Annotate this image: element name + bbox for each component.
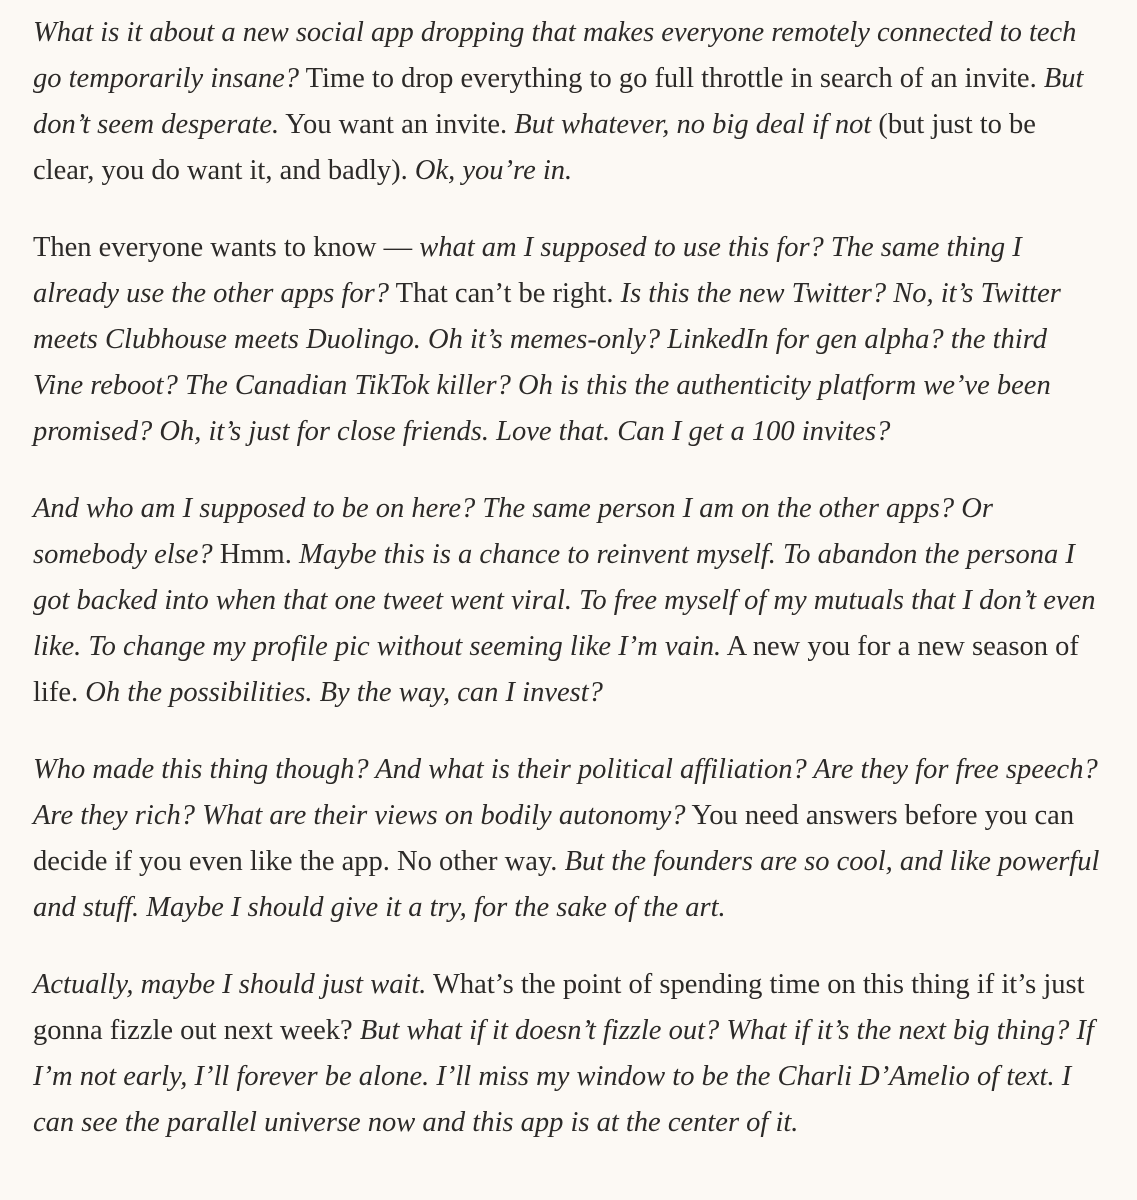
text-segment: Ok, you’re in. [414,155,573,186]
text-segment: You need answers before you can decide if you even like the app. No other way. [33,800,1075,877]
paragraph-2 [33,225,1104,455]
text-segment: What’s the point of spending time on this thing if it’s just gonna fizzle out next week? [33,969,1085,1046]
text-segment: But whatever, no big deal if not [514,109,872,140]
text-segment: Is this the new Twitter? No, it’s Twitter meets Clubhouse meets Duolingo. Oh it’s memes-only? LinkedIn for gen alpha? the third Vine reboot? The Canadian TikTok killer? Oh is this the authenticity platform we’ve been promised? Oh, it’s just for close friends. Love that. Can I get a 100 invites? [33,278,1061,447]
paragraph-5 [33,962,1104,1146]
text-segment: Oh the possibilities. By the way, can I invest? [85,677,603,708]
text-segment: Hmm. [212,539,299,570]
paragraph-1 [33,10,1104,194]
text-segment: Maybe this is a chance to reinvent myself. To abandon the persona I got backed into when that one tweet went viral. To free myself of my mutuals that I don’t even like. To change my profile pic without seeming like I’m vain. [33,539,1096,662]
text-segment: (but just to be clear, you do want it, and badly). [33,109,1036,186]
text-segment: But don’t seem desperate. [33,63,1084,140]
text-segment: Then everyone wants to know — [33,232,420,263]
text-segment: What is it about a new social app dropping that makes everyone remotely connected to tech go temporarily insane? [33,17,1077,94]
text-segment: But what if it doesn’t fizzle out? What if it’s the next big thing? If I’m not early, I’ll forever be alone. I’ll miss my window to be the Charli D’Amelio of text. I can see the parallel universe now and this app is at the center of it. [33,1015,1094,1138]
text-segment: And who am I supposed to be on here? The same person I am on the other apps? Or somebody else? [33,493,993,570]
text-segment: A new you for a new season of life. [33,631,1079,708]
text-segment: Who made this thing though? And what is their political affiliation? Are they for free speech? Are they rich? What are their views on bodily autonomy? [33,754,1098,831]
text-segment: You want an invite. [279,109,515,140]
text-segment: what am I supposed to use this for? The same thing I already use the other apps for? [33,232,1022,309]
text-segment: That can’t be right. [388,278,621,309]
text-segment: Actually, maybe I should just wait. [33,969,427,1000]
text-segment: Time to drop everything to go full throttle in search of an invite. [298,63,1044,94]
paragraph-3 [33,486,1104,716]
text-segment: But the founders are so cool, and like powerful and stuff. Maybe I should give it a try, for the sake of the art. [33,846,1100,923]
paragraph-4 [33,747,1104,931]
